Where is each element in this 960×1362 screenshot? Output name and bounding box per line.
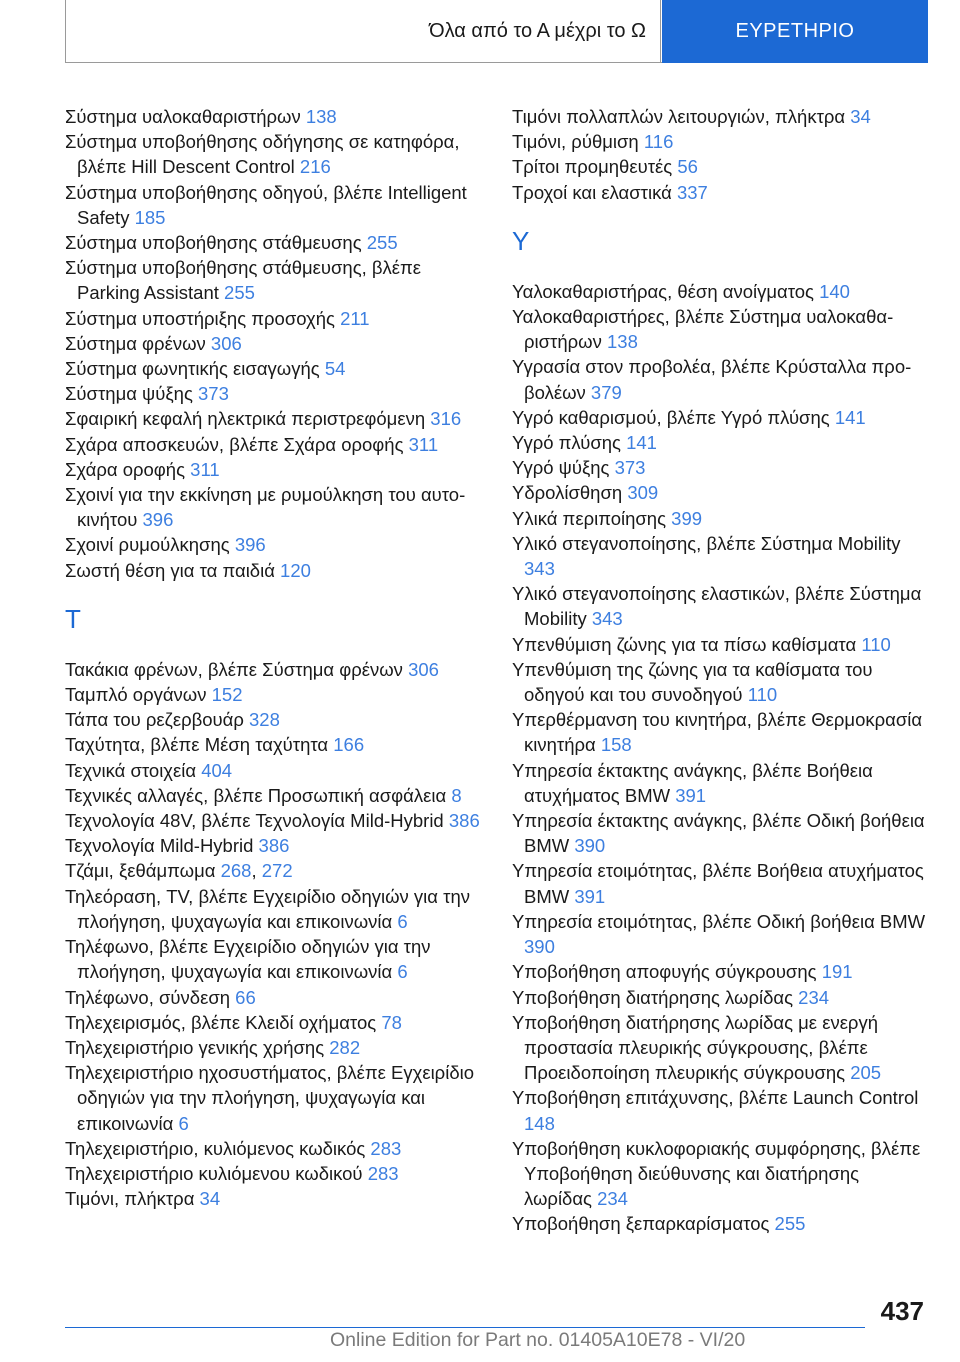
- page-reference-link[interactable]: 78: [381, 1011, 402, 1033]
- page-reference-link[interactable]: 306: [408, 658, 439, 680]
- page-reference-link[interactable]: 56: [677, 156, 698, 178]
- index-entry: [512, 279, 932, 304]
- index-entry: [512, 858, 932, 908]
- index-letter-heading: Υ: [512, 225, 530, 256]
- index-entry: [65, 356, 485, 381]
- index-entry-term: Σχάρα οροφής: [65, 458, 191, 480]
- page-reference-link[interactable]: 391: [574, 885, 606, 907]
- page-number: 437: [880, 1296, 924, 1326]
- page-reference-link[interactable]: 6: [397, 910, 408, 932]
- index-entry: [65, 558, 485, 583]
- page-reference-link[interactable]: 116: [643, 131, 674, 153]
- index-entry: [65, 884, 485, 934]
- index-entry-term: Τάπα του ρεζερβουάρ: [65, 709, 249, 731]
- page-reference-link[interactable]: 390: [524, 936, 555, 958]
- index-entry: [512, 180, 932, 205]
- index-entry: [65, 783, 485, 808]
- index-entry: [512, 455, 932, 480]
- page-reference-link[interactable]: 390: [574, 835, 606, 857]
- page-reference-link[interactable]: 309: [627, 482, 659, 504]
- index-entry-term: Υποβοήθηση διατήρησης λωρίδας με ενεργή προστασία πλευρικής σύγκρουσης, βλέπε Προειδοποίηση πλευρικής σύγκρουσης: [512, 1011, 878, 1084]
- index-entry-term: Υγρασία στον προβολέα, βλέπε Κρύσταλλα προβολέων: [512, 356, 912, 403]
- index-entry: [65, 732, 485, 757]
- page-reference-link[interactable]: 138: [305, 106, 337, 127]
- index-entry: [512, 154, 932, 179]
- index-entry: [65, 331, 485, 356]
- index-entry: [65, 682, 485, 707]
- footer-divider: [65, 1327, 865, 1328]
- index-entry-term: Υγρό πλύσης: [512, 432, 627, 454]
- page-reference-link[interactable]: 386: [448, 810, 480, 832]
- index-entry-term: Υποβοήθηση αποφυγής σύγκρουσης: [512, 961, 822, 983]
- index-entry-term: Σύστημα υποβοήθησης οδήγησης σε κατηφόρα, βλέπε Hill Descent Control: [65, 131, 460, 178]
- page-reference-link[interactable]: 283: [367, 1162, 399, 1184]
- index-entry: [65, 808, 485, 833]
- page-reference-link[interactable]: 306: [210, 332, 242, 354]
- page-reference-link[interactable]: 311: [190, 458, 220, 480]
- index-entry: [65, 255, 485, 305]
- index-column-right: [512, 104, 932, 1237]
- page-reference-link[interactable]: 396: [234, 534, 266, 556]
- index-entry: [512, 531, 932, 581]
- index-entry: [512, 104, 932, 129]
- page-reference-link[interactable]: 379: [590, 381, 622, 403]
- page-reference-link[interactable]: 255: [774, 1213, 806, 1235]
- page-reference-link[interactable]: 6: [397, 961, 408, 983]
- index-entry: [65, 104, 485, 129]
- index-entry-term: Υλικά περιποίησης: [512, 507, 672, 529]
- page-reference-link[interactable]: 373: [198, 383, 229, 405]
- index-entry: [65, 657, 485, 682]
- index-entry-term: Τεχνικές αλλαγές, βλέπε Προσωπική ασφάλεια: [65, 784, 452, 806]
- page-reference-link[interactable]: 158: [600, 734, 632, 756]
- page-reference-link[interactable]: 391: [675, 784, 707, 806]
- index-entry: [512, 506, 932, 531]
- index-entry-term: Τεχνολογία 48V, βλέπε Τεχνολογία Mild-Hybrid: [65, 810, 449, 832]
- index-entry-term: Υγρό καθαρισμού, βλέπε Υγρό πλύσης: [512, 406, 835, 428]
- page-reference-link[interactable]: 110: [861, 633, 891, 655]
- index-entry: [512, 129, 932, 154]
- index-entry: [512, 1136, 932, 1212]
- index-entry: [65, 482, 485, 532]
- page-reference-link[interactable]: 283: [370, 1137, 402, 1159]
- index-entry-term: Υποβοήθηση ξεπαρκαρίσματος: [512, 1213, 775, 1235]
- index-entry-term: Τηλεχειριστήριο ηχοσυστήματος, βλέπε Εγχειρίδιο οδηγιών για την πλοήγηση, ψυχαγωγία και επικοινωνία: [65, 1062, 475, 1134]
- index-entry: [512, 985, 932, 1010]
- index-entry: [65, 1010, 485, 1035]
- index-entry: [65, 985, 485, 1010]
- page-reference-link[interactable]: 268: [220, 860, 252, 882]
- footer-edition-text: Online Edition for Part no. 01405A10E78 - VI/20: [330, 1329, 746, 1351]
- index-entry-term: Υποβοήθηση επιτάχυνσης, βλέπε Launch Control: [512, 1087, 919, 1109]
- page-reference-link[interactable]: 337: [676, 181, 708, 203]
- index-entry: [65, 833, 485, 858]
- index-entry-term: Σωστή θέση για τα παιδιά: [65, 559, 281, 581]
- index-entry-term: Ταμπλό οργάνων: [65, 684, 212, 706]
- index-entry: [65, 180, 485, 230]
- index-entry-term: Υαλοκαθαριστήρες, βλέπε Σύστημα υαλοκαθαριστήρων: [512, 306, 894, 353]
- index-entry-term: Υδρολίσθηση: [512, 482, 628, 504]
- index-entry-term: Σχάρα αποσκευών, βλέπε Σχάρα οροφής: [65, 433, 409, 455]
- index-entry: [65, 457, 485, 482]
- page-reference-link[interactable]: 191: [821, 961, 853, 983]
- index-entry: [512, 304, 932, 354]
- index-entry: [65, 934, 485, 984]
- index-entry: [512, 657, 932, 707]
- index-entry-term: Υαλοκαθαριστήρας, θέση ανοίγματος: [512, 280, 820, 302]
- page-reference-link[interactable]: 141: [626, 432, 657, 454]
- page-reference-link[interactable]: 205: [850, 1062, 882, 1084]
- index-entry-term: Υγρό ψύξης: [512, 457, 615, 479]
- index-entry-term: Τηλεόραση, TV, βλέπε Εγχειρίδιο οδηγιών για την πλοήγηση, ψυχαγωγία και επικοινωνία: [65, 885, 470, 932]
- index-entry: [65, 1136, 485, 1161]
- page-reference-link[interactable]: 110: [747, 684, 778, 706]
- index-entry-term: Υπενθύμιση ζώνης για τα πίσω καθίσματα: [512, 633, 862, 655]
- page-reference-link[interactable]: 34: [199, 1188, 221, 1210]
- page-reference-link[interactable]: 211: [340, 307, 370, 329]
- page-reference-link[interactable]: 234: [597, 1188, 628, 1210]
- index-entry-term: Τηλέφωνο, βλέπε Εγχειρίδιο οδηγιών για την πλοήγηση, ψυχαγωγία και επικοινωνία: [65, 936, 431, 983]
- index-entry: [512, 581, 932, 631]
- index-entry-term: Υπηρεσία έκτακτης ανάγκης, βλέπε Βοήθεια ατυχήματος BMW: [512, 759, 873, 806]
- page-reference-link[interactable]: 66: [235, 986, 256, 1008]
- index-entry-term: Σφαιρική κεφαλή ηλεκτρικά περιστρεφόμενη: [65, 408, 431, 430]
- index-entry-term: Τηλέφωνο, σύνδεση: [65, 986, 236, 1008]
- index-entry-term: Τηλεχειριστήριο, κυλιόμενος κωδικός: [65, 1137, 371, 1159]
- page-reference-link[interactable]: 328: [249, 709, 280, 731]
- index-entry-term: Τρίτοι προμηθευτές: [512, 156, 678, 178]
- index-entry-term: Σύστημα φωνητικής εισαγωγής: [65, 358, 325, 380]
- page-reference-link[interactable]: 152: [211, 684, 243, 706]
- page-reference-link[interactable]: 373: [614, 457, 646, 479]
- page-reference-link[interactable]: 141: [834, 406, 866, 428]
- page-reference-link[interactable]: 216: [299, 156, 331, 178]
- page-reference-link[interactable]: 386: [258, 835, 290, 857]
- index-entry-term: Σύστημα υποβοήθησης στάθμευσης: [65, 232, 367, 254]
- index-entry-term: Τιμόνι, ρύθμιση: [512, 131, 644, 153]
- index-entry: [512, 959, 932, 984]
- index-entry: [65, 306, 485, 331]
- page-reference-link[interactable]: 396: [142, 509, 174, 531]
- index-entry-term: Τεχνικά στοιχεία: [65, 759, 202, 781]
- index-entry-term: Τζάμι, ξεθάμπωμα: [65, 860, 221, 882]
- index-entry-term: Ταχύτητα, βλέπε Μέση ταχύτητα: [65, 734, 334, 756]
- index-entry-term: Υπενθύμιση της ζώνης για τα καθίσματα του οδηγού και του συνοδηγού: [512, 658, 873, 706]
- index-entry-term: Σύστημα υποστήριξης προσοχής: [65, 307, 341, 329]
- page-reference-link[interactable]: 54: [324, 358, 346, 380]
- index-entry-term: Υποβοήθηση κυκλοφοριακής συμφόρησης, βλέπε Υποβοήθηση διεύθυνσης και διατήρησης λωρίδας: [512, 1137, 921, 1210]
- index-entry-term: Υλικό στεγανοποίησης, βλέπε Σύστημα Mobility: [512, 532, 901, 554]
- index-entry-term: Σύστημα υποβοήθησης οδηγού, βλέπε Intelligent Safety: [65, 181, 467, 228]
- page-reference-link[interactable]: 120: [280, 559, 311, 581]
- index-entry: [65, 381, 485, 406]
- page-reference-link[interactable]: 255: [366, 232, 398, 254]
- page-reference-link[interactable]: 343: [591, 608, 623, 630]
- index-entry: [512, 1211, 932, 1236]
- index-entry: [512, 480, 932, 505]
- index-entry: [512, 758, 932, 808]
- index-letter-heading: Τ: [65, 603, 81, 634]
- index-entry-term: Σχοινί για την εκκίνηση με ρυμούλκηση του αυτοκινήτου: [65, 484, 466, 531]
- index-entry-term: Τηλεχειριστήριο γενικής χρήσης: [65, 1036, 330, 1058]
- index-entry-term: Τακάκια φρένων, βλέπε Σύστημα φρένων: [65, 658, 409, 680]
- index-column-left: [65, 104, 485, 1211]
- page-reference-link[interactable]: 404: [201, 759, 233, 781]
- page-reference-link[interactable]: 185: [134, 206, 166, 228]
- index-entry-term: Υπηρεσία έκτακτης ανάγκης, βλέπε Οδική βοήθεια BMW: [512, 810, 925, 857]
- index-entry: [512, 354, 932, 404]
- index-entry-term: Σχοινί ρυμούλκησης: [65, 534, 235, 556]
- index-entry-term: Υποβοήθηση διατήρησης λωρίδας: [512, 986, 799, 1008]
- index-entry: [65, 129, 485, 179]
- page-reference-link[interactable]: 234: [798, 986, 830, 1008]
- index-entry-term: Υπερθέρμανση του κινητήρα, βλέπε Θερμοκρασία κινητήρα: [512, 709, 923, 756]
- index-entry: [65, 532, 485, 557]
- index-entry: [65, 230, 485, 255]
- index-entry: [512, 405, 932, 430]
- index-entry: [512, 1010, 932, 1086]
- page-reference-link[interactable]: 282: [329, 1036, 361, 1058]
- index-entry-term: Σύστημα ψύξης: [65, 383, 198, 405]
- index-entry: [512, 707, 932, 757]
- index-entry-term: Τιμόνι πολλαπλών λειτουργιών, πλήκτρα: [512, 106, 851, 127]
- page-reference-link[interactable]: 272: [261, 860, 293, 882]
- index-entry-term: Σύστημα φρένων: [65, 332, 211, 354]
- index-entry: [65, 758, 485, 783]
- page-reference-link[interactable]: 138: [607, 331, 638, 353]
- page-header: [65, 0, 927, 63]
- page-reference-link[interactable]: 311: [408, 433, 439, 455]
- index-entry: [512, 808, 932, 858]
- index-entry-term: Υπηρεσία ετοιμότητας, βλέπε Οδική βοήθεια BMW: [512, 910, 926, 932]
- index-entry-term: Τροχοί και ελαστικά: [512, 181, 677, 203]
- index-entry: [512, 909, 932, 959]
- page-reference-link[interactable]: 8: [451, 784, 462, 806]
- index-entry-term: Τιμόνι, πλήκτρα: [65, 1188, 200, 1210]
- index-entry: [65, 1186, 485, 1211]
- page-reference-link[interactable]: 316: [430, 408, 462, 430]
- index-entry-term: Υλικό στεγανοποίησης ελαστικών, βλέπε Σύστημα Mobility: [512, 583, 922, 630]
- index-entry: [65, 406, 485, 431]
- page-reference-link[interactable]: 34: [850, 106, 871, 127]
- index-entry-term: Υπηρεσία ετοιμότητας, βλέπε Βοήθεια ατυχήματος BMW: [512, 860, 924, 907]
- index-entry: Τζάμι, ξεθάμπωμα 268, 272: [65, 860, 293, 882]
- index-entry-term: Τηλεχειρισμός, βλέπε Κλειδί οχήματος: [65, 1011, 382, 1033]
- index-tab[interactable]: ΕΥΡΕΤΗΡΙΟ: [662, 0, 928, 63]
- index-entry: [65, 1060, 485, 1136]
- index-entry: [65, 707, 485, 732]
- index-entry: [512, 632, 932, 657]
- index-entry: [65, 432, 485, 457]
- index-entry: [65, 1161, 485, 1186]
- page-reference-link[interactable]: 148: [524, 1112, 555, 1134]
- index-entry-term: Σύστημα υαλοκαθαριστήρων: [65, 106, 306, 127]
- page-reference-link[interactable]: 399: [671, 507, 703, 529]
- page-reference-link[interactable]: 6: [178, 1112, 189, 1134]
- index-entry-term: Τηλεχειριστήριο κυλιόμενου κωδικού: [65, 1162, 368, 1184]
- page-reference-link[interactable]: 343: [524, 558, 555, 580]
- index-entry: [512, 1085, 932, 1135]
- index-entry-term: Τεχνολογία Mild-Hybrid: [65, 835, 259, 857]
- section-title-tab[interactable]: Όλα από το Α μέχρι το Ω: [66, 0, 661, 62]
- page-reference-link[interactable]: 255: [224, 282, 255, 304]
- index-entry-term: Σύστημα υποβοήθησης στάθμευσης, βλέπε Parking Assistant: [65, 257, 422, 304]
- index-entry: [65, 1035, 485, 1060]
- index-entry: [512, 430, 932, 455]
- page-reference-link[interactable]: 140: [819, 280, 850, 302]
- page-reference-link[interactable]: 166: [333, 734, 365, 756]
